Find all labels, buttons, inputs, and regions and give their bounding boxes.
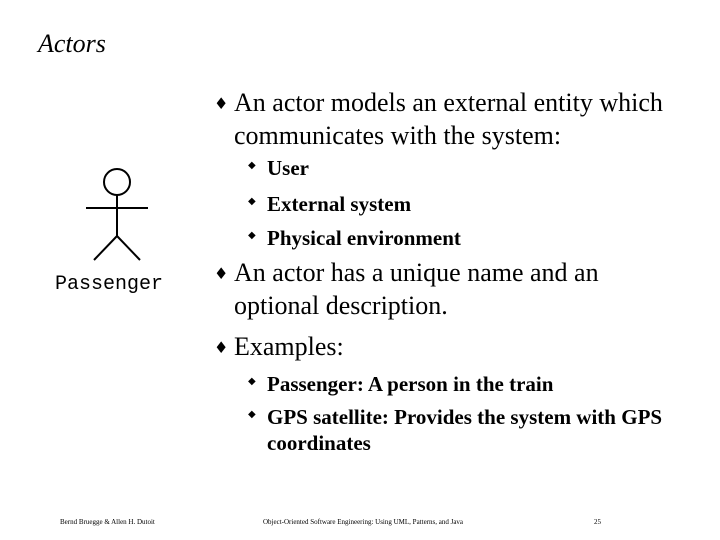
footer-authors: Bernd Bruegge & Allen H. Dutoit	[60, 518, 155, 526]
bullet-actor-name	[214, 256, 674, 322]
bullet-examples	[214, 330, 674, 363]
sub-bullet-text: Physical environment	[267, 226, 461, 250]
diamond-bullet-icon: ♦	[214, 338, 229, 357]
bullet-text: Examples:	[234, 332, 344, 361]
square-bullet-icon: ◆	[248, 230, 256, 241]
sub-bullet-text: User	[267, 156, 309, 180]
actor-right-leg	[117, 236, 140, 260]
page-number: 25	[594, 518, 601, 526]
sub-bullet-text: External system	[267, 192, 412, 216]
stick-figure-icon	[86, 162, 148, 262]
sub-bullet-user	[248, 155, 688, 181]
sub-bullet-text: Passenger: A person in the train	[267, 372, 554, 396]
footer-book-title: Object-Oriented Software Engineering: Using UML, Patterns, and Java	[263, 518, 464, 526]
square-bullet-icon: ◆	[248, 409, 256, 420]
sub-bullet-passenger-example	[248, 371, 688, 397]
square-bullet-icon: ◆	[248, 160, 256, 171]
square-bullet-icon: ◆	[248, 196, 256, 207]
diamond-bullet-icon: ♦	[214, 264, 229, 283]
diamond-bullet-icon: ♦	[214, 94, 229, 113]
actor-left-leg	[94, 236, 117, 260]
bullet-text: An actor models an external entity which communicates with the system:	[234, 88, 663, 150]
bullet-text: An actor has a unique name and an optional description.	[234, 258, 599, 320]
square-bullet-icon: ◆	[248, 376, 256, 387]
sub-bullet-external-system	[248, 191, 688, 217]
sub-bullet-text: GPS satellite: Provides the system with GPS coordinates	[267, 405, 663, 455]
actor-name-label: Passenger	[55, 273, 164, 296]
bullet-actor-definition	[214, 86, 674, 152]
sub-bullet-physical-environment	[248, 225, 688, 251]
actor-head	[104, 169, 130, 195]
slide-title: Actors	[38, 29, 106, 58]
sub-bullet-gps-example	[248, 404, 668, 456]
